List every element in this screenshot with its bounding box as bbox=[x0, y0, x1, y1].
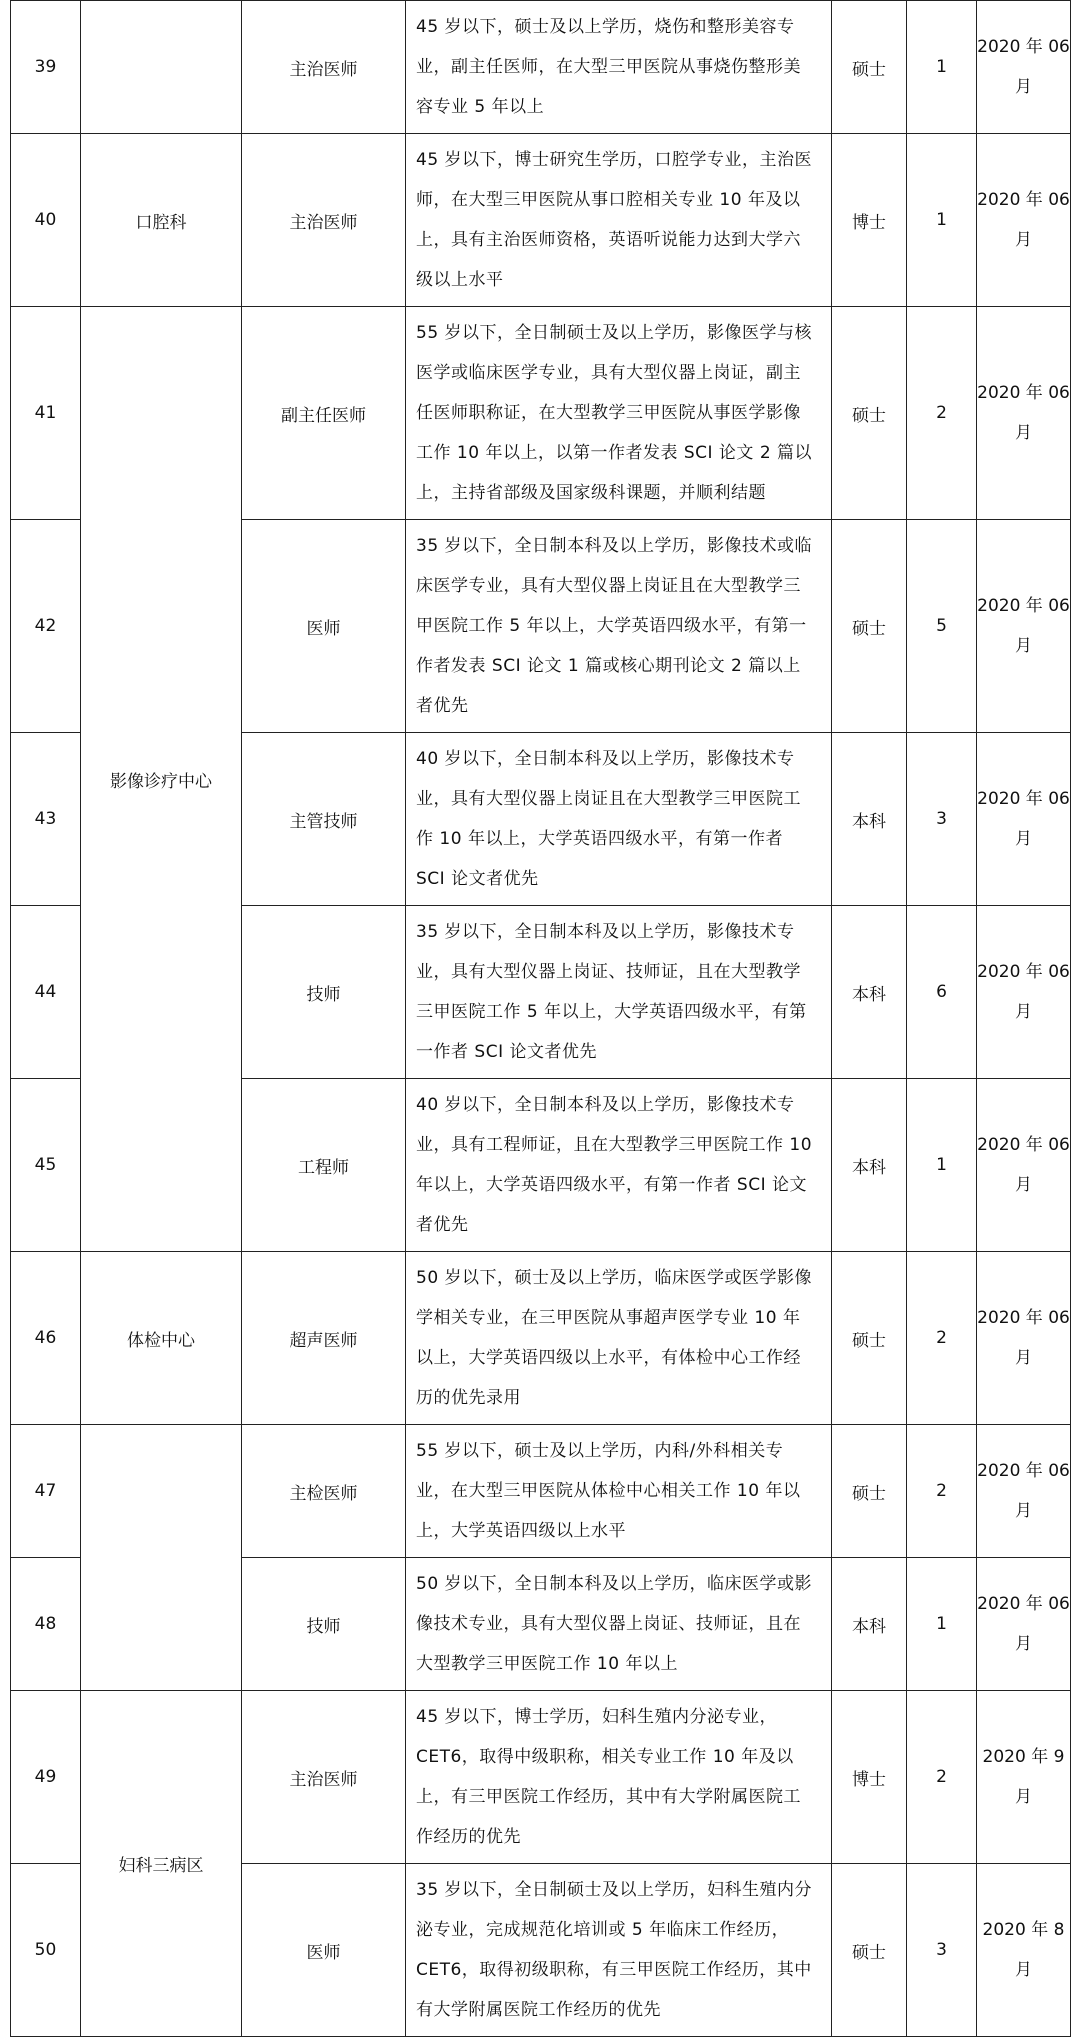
department-cell: 妇科三病区 bbox=[81, 1691, 242, 2037]
position-cell: 副主任医师 bbox=[242, 307, 406, 520]
time-cell: 2020 年 06 月 bbox=[977, 1252, 1071, 1425]
degree-cell: 博士 bbox=[832, 134, 907, 307]
degree-cell: 硕士 bbox=[832, 1252, 907, 1425]
requirements-cell: 55 岁以下，全日制硕士及以上学历，影像医学与核医学或临床医学专业，具有大型仪器上岗证，副主任医师职称证，在大型教学三甲医院从事医学影像工作 10 年以上，以第一作者发表 SCI 论文 2 篇以上，主持省部级及国家级科课题，并顺利结题 bbox=[406, 307, 832, 520]
degree-cell: 本科 bbox=[832, 1079, 907, 1252]
table-row bbox=[11, 307, 1071, 520]
department-cell: 体检中心 bbox=[81, 1252, 242, 1425]
row-number: 46 bbox=[11, 1252, 81, 1425]
degree-cell: 本科 bbox=[832, 1558, 907, 1691]
headcount-cell: 1 bbox=[907, 1079, 977, 1252]
time-cell: 2020 年 06 月 bbox=[977, 733, 1071, 906]
time-cell: 2020 年 06 月 bbox=[977, 1, 1071, 134]
headcount-cell: 6 bbox=[907, 906, 977, 1079]
row-number: 43 bbox=[11, 733, 81, 906]
position-cell: 主治医师 bbox=[242, 1, 406, 134]
department-cell bbox=[81, 1425, 242, 1691]
headcount-cell: 2 bbox=[907, 307, 977, 520]
position-cell: 主治医师 bbox=[242, 1691, 406, 1864]
headcount-cell: 2 bbox=[907, 1425, 977, 1558]
position-cell: 主治医师 bbox=[242, 134, 406, 307]
time-cell: 2020 年 06 月 bbox=[977, 906, 1071, 1079]
position-cell: 工程师 bbox=[242, 1079, 406, 1252]
requirements-cell: 50 岁以下，全日制本科及以上学历，临床医学或影像技术专业，具有大型仪器上岗证、技师证，且在大型教学三甲医院工作 10 年以上 bbox=[406, 1558, 832, 1691]
time-cell: 2020 年 8 月 bbox=[977, 1864, 1071, 2037]
headcount-cell: 1 bbox=[907, 134, 977, 307]
row-number: 50 bbox=[11, 1864, 81, 2037]
time-cell: 2020 年 06 月 bbox=[977, 1425, 1071, 1558]
headcount-cell: 2 bbox=[907, 1252, 977, 1425]
degree-cell: 博士 bbox=[832, 1691, 907, 1864]
requirements-cell: 45 岁以下，硕士及以上学历，烧伤和整形美容专业，副主任医师，在大型三甲医院从事烧伤整形美容专业 5 年以上 bbox=[406, 1, 832, 134]
time-cell: 2020 年 06 月 bbox=[977, 134, 1071, 307]
requirements-cell: 40 岁以下，全日制本科及以上学历，影像技术专业，具有大型仪器上岗证且在大型教学三甲医院工作 10 年以上，大学英语四级水平，有第一作者 SCI 论文者优先 bbox=[406, 733, 832, 906]
table-row bbox=[11, 1691, 1071, 1864]
row-number: 45 bbox=[11, 1079, 81, 1252]
degree-cell: 本科 bbox=[832, 733, 907, 906]
department-cell: 口腔科 bbox=[81, 134, 242, 307]
row-number: 42 bbox=[11, 520, 81, 733]
row-number: 39 bbox=[11, 1, 81, 134]
degree-cell: 本科 bbox=[832, 906, 907, 1079]
row-number: 40 bbox=[11, 134, 81, 307]
recruitment-table bbox=[10, 0, 1071, 2037]
headcount-cell: 1 bbox=[907, 1558, 977, 1691]
degree-cell: 硕士 bbox=[832, 1, 907, 134]
time-cell: 2020 年 06 月 bbox=[977, 520, 1071, 733]
requirements-cell: 35 岁以下，全日制硕士及以上学历，妇科生殖内分泌专业，完成规范化培训或 5 年临床工作经历，CET6，取得初级职称，有三甲医院工作经历，其中有大学附属医院工作经历的优先 bbox=[406, 1864, 832, 2037]
table-row bbox=[11, 1425, 1071, 1558]
position-cell: 主管技师 bbox=[242, 733, 406, 906]
position-cell: 主检医师 bbox=[242, 1425, 406, 1558]
requirements-cell: 35 岁以下，全日制本科及以上学历，影像技术或临床医学专业，具有大型仪器上岗证且在大型教学三甲医院工作 5 年以上，大学英语四级水平，有第一作者发表 SCI 论文 1 篇或核心期刊论文 2 篇以上者优先 bbox=[406, 520, 832, 733]
headcount-cell: 2 bbox=[907, 1691, 977, 1864]
requirements-cell: 50 岁以下，硕士及以上学历，临床医学或医学影像学相关专业，在三甲医院从事超声医学专业 10 年以上，大学英语四级以上水平，有体检中心工作经历的优先录用 bbox=[406, 1252, 832, 1425]
headcount-cell: 1 bbox=[907, 1, 977, 134]
degree-cell: 硕士 bbox=[832, 1425, 907, 1558]
headcount-cell: 5 bbox=[907, 520, 977, 733]
position-cell: 技师 bbox=[242, 906, 406, 1079]
row-number: 48 bbox=[11, 1558, 81, 1691]
table-row bbox=[11, 134, 1071, 307]
time-cell: 2020 年 06 月 bbox=[977, 307, 1071, 520]
time-cell: 2020 年 9 月 bbox=[977, 1691, 1071, 1864]
requirements-cell: 45 岁以下，博士学历，妇科生殖内分泌专业，CET6，取得中级职称，相关专业工作 10 年及以上，有三甲医院工作经历，其中有大学附属医院工作经历的优先 bbox=[406, 1691, 832, 1864]
headcount-cell: 3 bbox=[907, 733, 977, 906]
degree-cell: 硕士 bbox=[832, 1864, 907, 2037]
table-row bbox=[11, 1252, 1071, 1425]
table-row bbox=[11, 1, 1071, 134]
row-number: 47 bbox=[11, 1425, 81, 1558]
headcount-cell: 3 bbox=[907, 1864, 977, 2037]
department-cell bbox=[81, 1, 242, 134]
time-cell: 2020 年 06 月 bbox=[977, 1079, 1071, 1252]
position-cell: 医师 bbox=[242, 1864, 406, 2037]
degree-cell: 硕士 bbox=[832, 307, 907, 520]
department-cell: 影像诊疗中心 bbox=[81, 307, 242, 1252]
position-cell: 超声医师 bbox=[242, 1252, 406, 1425]
degree-cell: 硕士 bbox=[832, 520, 907, 733]
row-number: 41 bbox=[11, 307, 81, 520]
position-cell: 医师 bbox=[242, 520, 406, 733]
requirements-cell: 35 岁以下，全日制本科及以上学历，影像技术专业，具有大型仪器上岗证、技师证，且在大型教学三甲医院工作 5 年以上，大学英语四级水平，有第一作者 SCI 论文者优先 bbox=[406, 906, 832, 1079]
position-cell: 技师 bbox=[242, 1558, 406, 1691]
time-cell: 2020 年 06 月 bbox=[977, 1558, 1071, 1691]
requirements-cell: 40 岁以下，全日制本科及以上学历，影像技术专业，具有工程师证，且在大型教学三甲医院工作 10 年以上，大学英语四级水平，有第一作者 SCI 论文者优先 bbox=[406, 1079, 832, 1252]
row-number: 44 bbox=[11, 906, 81, 1079]
requirements-cell: 45 岁以下，博士研究生学历，口腔学专业，主治医师，在大型三甲医院从事口腔相关专业 10 年及以上，具有主治医师资格，英语听说能力达到大学六级以上水平 bbox=[406, 134, 832, 307]
row-number: 49 bbox=[11, 1691, 81, 1864]
requirements-cell: 55 岁以下，硕士及以上学历，内科/外科相关专业，在大型三甲医院从体检中心相关工作 10 年以上，大学英语四级以上水平 bbox=[406, 1425, 832, 1558]
